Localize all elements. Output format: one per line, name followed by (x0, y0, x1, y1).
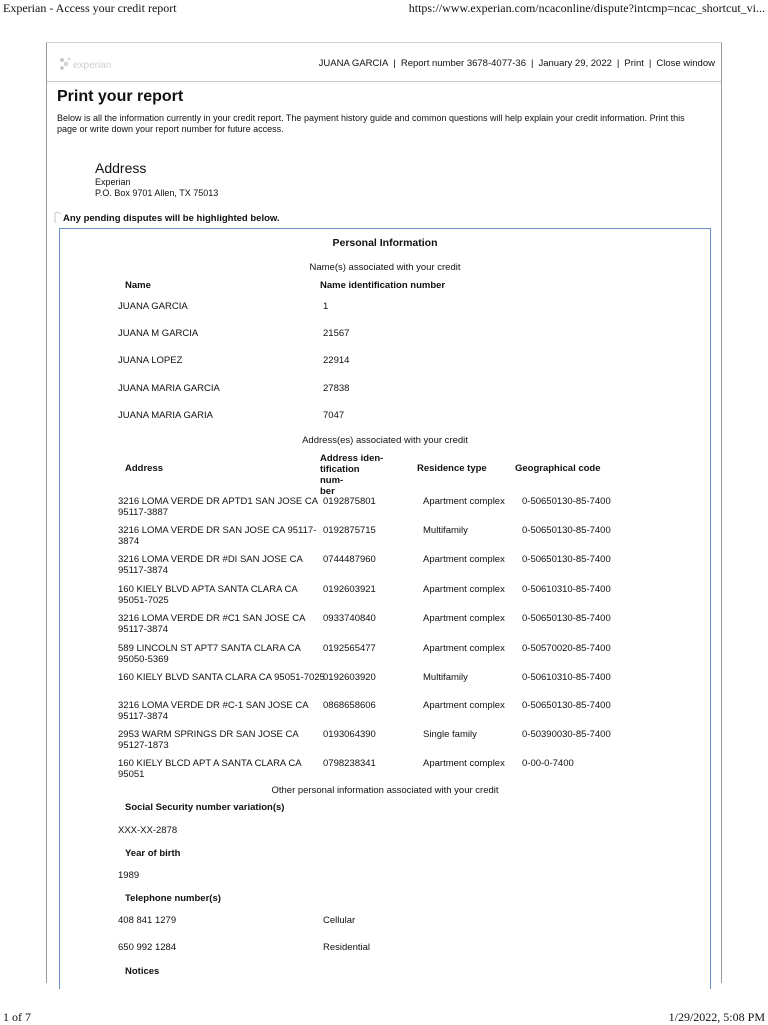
close-window-link[interactable]: Close window (656, 58, 715, 69)
phone-type: Residential (323, 942, 370, 953)
print-header (0, 0, 768, 16)
phone-number: 408 841 1279 (118, 915, 177, 926)
name-value: JUANA MARIA GARIA (118, 410, 214, 421)
year-of-birth-label: Year of birth (125, 848, 181, 859)
address-id-value: 0192603920 (323, 672, 376, 683)
address-value: 3216 LOMA VERDE DR #DI SAN JOSE CA 95117-3874 (118, 554, 303, 576)
residence-type-value: Multifamily (423, 525, 468, 536)
experian-address (95, 160, 218, 199)
name-value: JUANA M GARCIA (118, 328, 199, 339)
consumer-name: JUANA GARCIA (318, 58, 389, 69)
phone-type: Cellular (323, 915, 356, 926)
residence-type-value: Apartment complex (423, 613, 505, 624)
separator: | (616, 58, 620, 69)
address-value: 3216 LOMA VERDE DR #C1 SAN JOSE CA 95117-3874 (118, 613, 305, 635)
address-value: 2953 WARM SPRINGS DR SAN JOSE CA 95127-1873 (118, 729, 299, 751)
address-value: 3216 LOMA VERDE DR #C-1 SAN JOSE CA 95117-3874 (118, 700, 309, 722)
names-col-id: Name identification number (320, 280, 446, 291)
address-value: 3216 LOMA VERDE DR SAN JOSE CA 95117-3874 (118, 525, 317, 547)
geo-code-value: 0-50610310-85-7400 (522, 672, 611, 683)
ssn-label: Social Security number variation(s) (125, 802, 285, 813)
ssn-value: XXX-XX-2878 (118, 825, 178, 836)
other-info-heading: Other personal information associated with your credit (271, 785, 499, 796)
report-topbar (47, 43, 721, 82)
print-page-title: Experian - Access your credit report (3, 1, 177, 15)
address-id-value: 0192875801 (323, 496, 376, 507)
address-value: 160 KIELY BLVD APTA SANTA CLARA CA 95051-7025 (118, 584, 298, 606)
separator: | (648, 58, 652, 69)
addr-col-id: Address iden- tification num- ber (320, 453, 384, 497)
address-id-value: 0193064390 (323, 729, 376, 740)
addr-col-address: Address (125, 463, 164, 474)
address-value: 160 KIELY BLVD SANTA CLARA CA 95051-7025 (118, 672, 325, 683)
page-title: Print your report (57, 88, 184, 105)
flag-icon (53, 211, 62, 224)
logo-wordmark: experian (73, 60, 112, 71)
print-url: https://www.experian.com/ncaconline/dispute?intcmp=ncac_shortcut_vi... (408, 1, 765, 15)
print-footer (0, 1010, 768, 1024)
phone-number: 650 992 1284 (118, 942, 177, 953)
intro-text: Below is all the information currently in your credit report. The payment history guide and common questions will help explain your credit information. Print this page or write down your report number for future access. (57, 113, 685, 134)
address-id-value: 0798238341 (323, 758, 376, 769)
section-title: Personal Information (332, 237, 438, 249)
geo-code-value: 0-50650130-85-7400 (522, 613, 611, 624)
experian-logo (57, 56, 129, 72)
residence-type-value: Apartment complex (423, 643, 505, 654)
addr-col-type: Residence type (417, 463, 487, 474)
name-id-value: 1 (323, 301, 329, 312)
address-value: 160 KIELY BLCD APT A SANTA CLARA CA 95051 (118, 758, 302, 780)
geo-code-value: 0-50650130-85-7400 (522, 496, 611, 507)
address-id-value: 0192603921 (323, 584, 376, 595)
names-col-name: Name (125, 280, 151, 291)
address-line: P.O. Box 9701 Allen, TX 75013 (95, 188, 219, 198)
address-id-value: 0933740840 (323, 613, 376, 624)
name-id-value: 22914 (323, 355, 350, 366)
print-link[interactable]: Print (624, 58, 644, 69)
residence-type-value: Apartment complex (423, 758, 505, 769)
pending-disputes-note (63, 213, 280, 224)
address-heading: Address (95, 160, 147, 176)
geo-code-value: 0-50390030-85-7400 (522, 729, 611, 740)
name-id-value: 27838 (323, 383, 350, 394)
address-id-value: 0192875715 (323, 525, 376, 536)
report-page (46, 42, 722, 983)
geo-code-value: 0-00-0-7400 (522, 758, 574, 769)
residence-type-value: Apartment complex (423, 554, 505, 565)
telephone-label: Telephone number(s) (125, 893, 221, 904)
address-id-value: 0868658606 (323, 700, 376, 711)
name-value: JUANA GARCIA (118, 301, 188, 312)
separator: | (393, 58, 396, 69)
pending-disputes-text: Any pending disputes will be highlighted below. (63, 213, 280, 224)
printed-timestamp: 1/29/2022, 5:08 PM (668, 1010, 765, 1024)
names-heading: Name(s) associated with your credit (309, 262, 461, 273)
notices-label: Notices (125, 966, 160, 977)
report-date: January 29, 2022 (538, 58, 612, 69)
residence-type-value: Single family (423, 729, 477, 740)
geo-code-value: 0-50650130-85-7400 (522, 700, 611, 711)
address-company: Experian (95, 177, 131, 187)
residence-type-value: Apartment complex (423, 496, 505, 507)
geo-code-value: 0-50650130-85-7400 (522, 554, 611, 565)
name-id-value: 7047 (323, 410, 345, 421)
geo-code-value: 0-50610310-85-7400 (522, 584, 611, 595)
geo-code-value: 0-50650130-85-7400 (522, 525, 611, 536)
residence-type-value: Apartment complex (423, 584, 505, 595)
name-value: JUANA LOPEZ (118, 355, 183, 366)
addr-col-geo: Geographical code (515, 463, 601, 474)
address-id-value: 0192565477 (323, 643, 376, 654)
address-value: 589 LINCOLN ST APT7 SANTA CLARA CA 95050-5369 (118, 643, 301, 665)
address-id-value: 0744487960 (323, 554, 376, 565)
addresses-heading: Address(es) associated with your credit (302, 435, 468, 446)
page-count: 1 of 7 (3, 1010, 31, 1024)
report-meta (319, 58, 715, 69)
address-value: 3216 LOMA VERDE DR APTD1 SAN JOSE CA 95117-3887 (118, 496, 318, 518)
separator: | (531, 58, 534, 69)
name-value: JUANA MARIA GARCIA (118, 383, 220, 394)
residence-type-value: Apartment complex (423, 700, 505, 711)
geo-code-value: 0-50570020-85-7400 (522, 643, 611, 654)
year-of-birth-value: 1989 (118, 870, 140, 881)
personal-information-section (59, 228, 711, 989)
report-number: Report number 3678-4077-36 (400, 58, 526, 69)
residence-type-value: Multifamily (423, 672, 468, 683)
name-id-value: 21567 (323, 328, 350, 339)
